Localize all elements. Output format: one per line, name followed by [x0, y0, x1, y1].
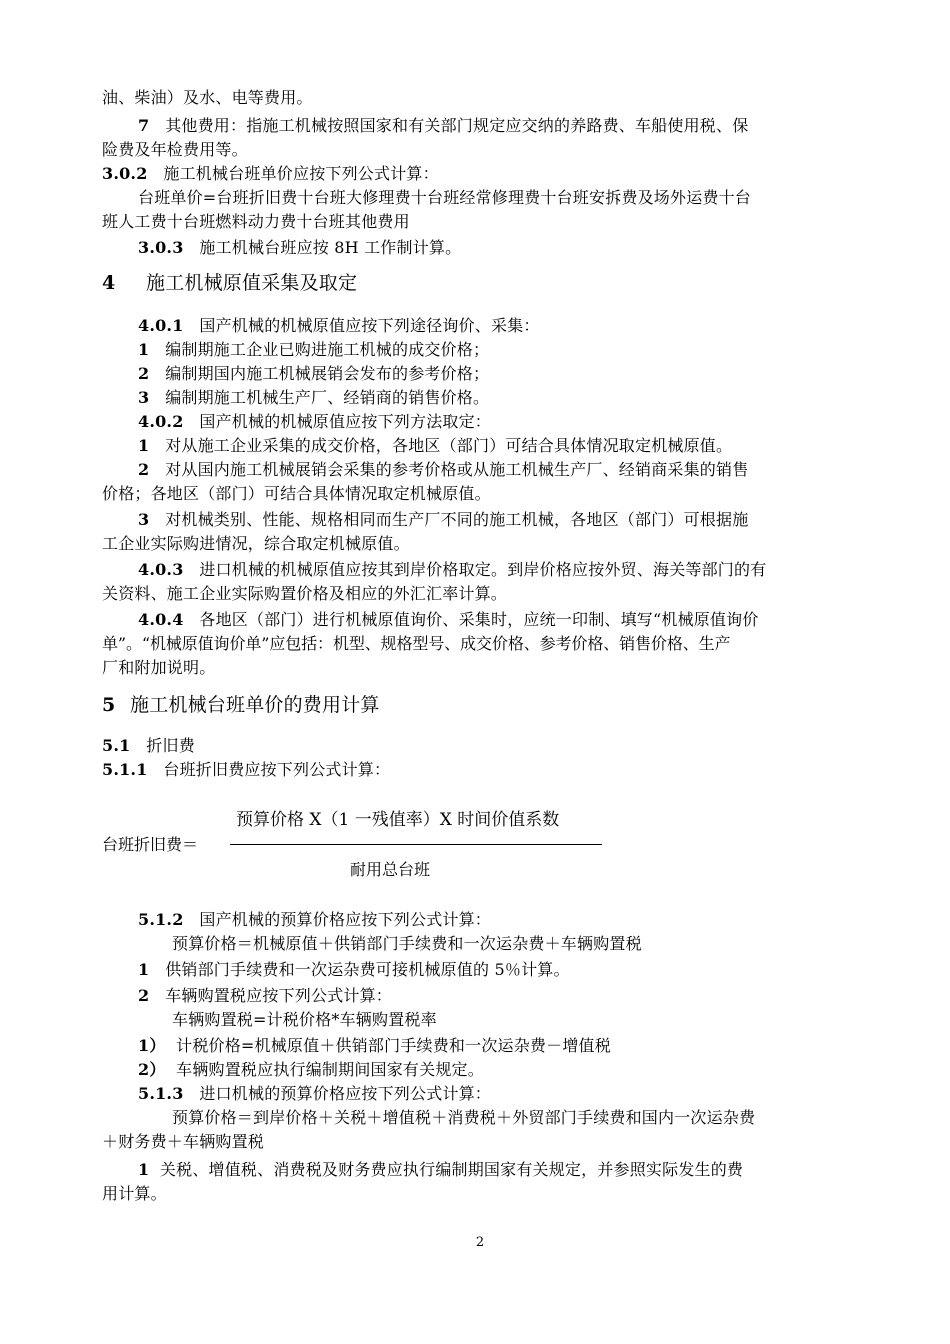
text: 班人工费十台班燃料动力费十台班其他费用: [102, 212, 410, 231]
list-item: [102, 1158, 862, 1182]
item-number: 1: [138, 340, 150, 359]
clause-number: 4.0.4: [138, 610, 184, 629]
list-item: [102, 362, 862, 386]
clause-number: 4.0.1: [138, 316, 184, 335]
list-item: [102, 338, 862, 362]
page-number: 2: [475, 1235, 485, 1250]
text: 台班单价=台班折旧费十台班大修理费十台班经常修理费十台班安拆费及场外运费十台: [138, 188, 752, 207]
item-number: 2: [138, 364, 150, 383]
text: 预算价格＝到岸价格＋关税＋增值税＋消费税＋外贸部门手续费和国内一次运杂费: [172, 1108, 756, 1127]
clause-line: [102, 410, 862, 434]
paragraph-line: [102, 532, 862, 556]
item-number: 3: [138, 510, 150, 529]
text: 进口机械的机械原值应按其到岸价格取定。到岸价格应按外贸、海关等部门的有: [199, 560, 767, 579]
section-number: 5: [102, 694, 116, 716]
section-number: 4: [102, 272, 116, 294]
subsection-heading: [102, 734, 862, 758]
formula-line: [172, 1008, 862, 1032]
text: 编制期施工企业已购进施工机械的成交价格；: [165, 340, 490, 359]
paragraph-line: [102, 114, 862, 138]
clause-number: 4.0.3: [138, 560, 184, 579]
text: 台班折旧费应按下列公式计算：: [163, 760, 391, 779]
formula-line: [172, 932, 862, 956]
formula-denominator: 耐用总台班: [350, 860, 431, 879]
list-item: [102, 1058, 862, 1082]
text: 计税价格=机械原值＋供销部门手续费和一次运杂费－增值税: [176, 1036, 611, 1055]
clause-line: [102, 236, 862, 260]
list-item: [102, 984, 862, 1008]
item-number: 1: [138, 960, 150, 979]
clause-number: 4.0.2: [138, 412, 184, 431]
item-number: 7: [138, 116, 150, 135]
text: 国产机械的机械原值应按下列途径询价、采集：: [199, 316, 540, 335]
text: 施工机械台班单价应按下列公式计算：: [163, 164, 439, 183]
text: 对从国内施工机械展销会采集的参考价格或从施工机械生产厂、经销商采集的销售: [165, 460, 749, 479]
clause-line: [102, 608, 862, 632]
paragraph-line: [102, 86, 862, 110]
text: 厂和附加说明。: [102, 658, 216, 677]
clause-line: [102, 558, 862, 582]
list-item: [102, 458, 862, 482]
text: 车辆购置税应执行编制期间国家有关规定。: [176, 1060, 484, 1079]
clause-number: 3.0.2: [102, 164, 148, 183]
fraction-bar: [230, 844, 602, 845]
paragraph-line: [102, 582, 862, 606]
item-number: 1）: [138, 1036, 166, 1055]
clause-number: 5.1.1: [102, 760, 148, 779]
clause-line: [102, 162, 862, 186]
text: 预算价格＝机械原值＋供销部门手续费和一次运杂费＋车辆购置税: [172, 934, 642, 953]
section-heading: [102, 270, 862, 296]
paragraph-line: [102, 1182, 862, 1206]
formula-label: 台班折旧费＝: [102, 835, 199, 854]
clause-number: 5.1.2: [138, 910, 184, 929]
text: 关资料、施工企业实际购置价格及相应的外汇汇率计算。: [102, 584, 508, 603]
list-item: [102, 508, 862, 532]
text: 对从施工企业采集的成交价格，各地区（部门）可结合具体情况取定机械原值。: [165, 436, 733, 455]
text: ＋财务费＋车辆购置税: [102, 1132, 265, 1151]
clause-line: [102, 908, 862, 932]
text: 车辆购置税应按下列公式计算：: [165, 986, 393, 1005]
item-number: 1: [138, 436, 150, 455]
text: 用计算。: [102, 1184, 167, 1203]
section-title: 施工机械台班单价的费用计算: [130, 694, 380, 716]
clause-number: 3.0.3: [138, 238, 184, 257]
paragraph-line: [102, 656, 862, 680]
list-item: [102, 386, 862, 410]
formula-line: [102, 186, 862, 210]
item-number: 2: [138, 460, 150, 479]
text: 车辆购置税=计税价格*车辆购置税率: [172, 1010, 437, 1029]
text: 单”。“机械原值询价单”应包括：机型、规格型号、成交价格、参考价格、销售价格、生产: [102, 634, 731, 653]
clause-line: [102, 1082, 862, 1106]
text: 其他费用：指施工机械按照国家和有关部门规定应交纳的养路费、车船使用税、保: [165, 116, 749, 135]
text: 工企业实际购进情况，综合取定机械原值。: [102, 534, 410, 553]
clause-number: 5.1: [102, 736, 131, 755]
list-item: [102, 434, 862, 458]
formula-line: [102, 1130, 862, 1154]
text: 各地区（部门）进行机械原值询价、采集时，应统一印制、填写“机械原值询价: [199, 610, 759, 629]
text: 进口机械的预算价格应按下列公式计算：: [199, 1084, 492, 1103]
text: 施工机械台班应按 8H 工作制计算。: [199, 238, 462, 257]
text: 国产机械的预算价格应按下列公式计算：: [199, 910, 492, 929]
formula-line: [102, 210, 862, 234]
paragraph-line: [102, 138, 862, 162]
formula-numerator: 预算价格 X（1 一残值率）X 时间价值系数: [236, 810, 560, 830]
text: 险费及年检费用等。: [102, 140, 248, 159]
paragraph-line: [102, 482, 862, 506]
clause-line: [102, 758, 862, 782]
text: 折旧费: [146, 736, 195, 755]
text: 编制期施工机械生产厂、经销商的销售价格。: [165, 388, 490, 407]
text: 供销部门手续费和一次运杂费可接机械原值的 5％计算。: [165, 960, 570, 979]
section-title: 施工机械原值采集及取定: [146, 272, 358, 294]
paragraph-line: [102, 632, 862, 656]
item-number: 2: [138, 986, 150, 1005]
item-number: 2）: [138, 1060, 166, 1079]
text: 关税、增值税、消费税及财务费应执行编制期国家有关规定，并参照实际发生的费: [159, 1160, 744, 1179]
text: 对机械类别、性能、规格相同而生产厂不同的施工机械，各地区（部门）可根据施: [165, 510, 749, 529]
text: 价格；各地区（部门）可结合具体情况取定机械原值。: [102, 484, 491, 503]
item-number: 1: [138, 1160, 150, 1179]
clause-number: 5.1.3: [138, 1084, 184, 1103]
section-heading: [102, 692, 862, 718]
text: 编制期国内施工机械展销会发布的参考价格；: [165, 364, 490, 383]
formula-line: [172, 1106, 862, 1130]
list-item: [102, 1034, 862, 1058]
list-item: [102, 958, 862, 982]
text: 油、柴油）及水、电等费用。: [102, 88, 313, 107]
text: 国产机械的机械原值应按下列方法取定：: [199, 412, 492, 431]
clause-line: [102, 314, 862, 338]
item-number: 3: [138, 388, 150, 407]
